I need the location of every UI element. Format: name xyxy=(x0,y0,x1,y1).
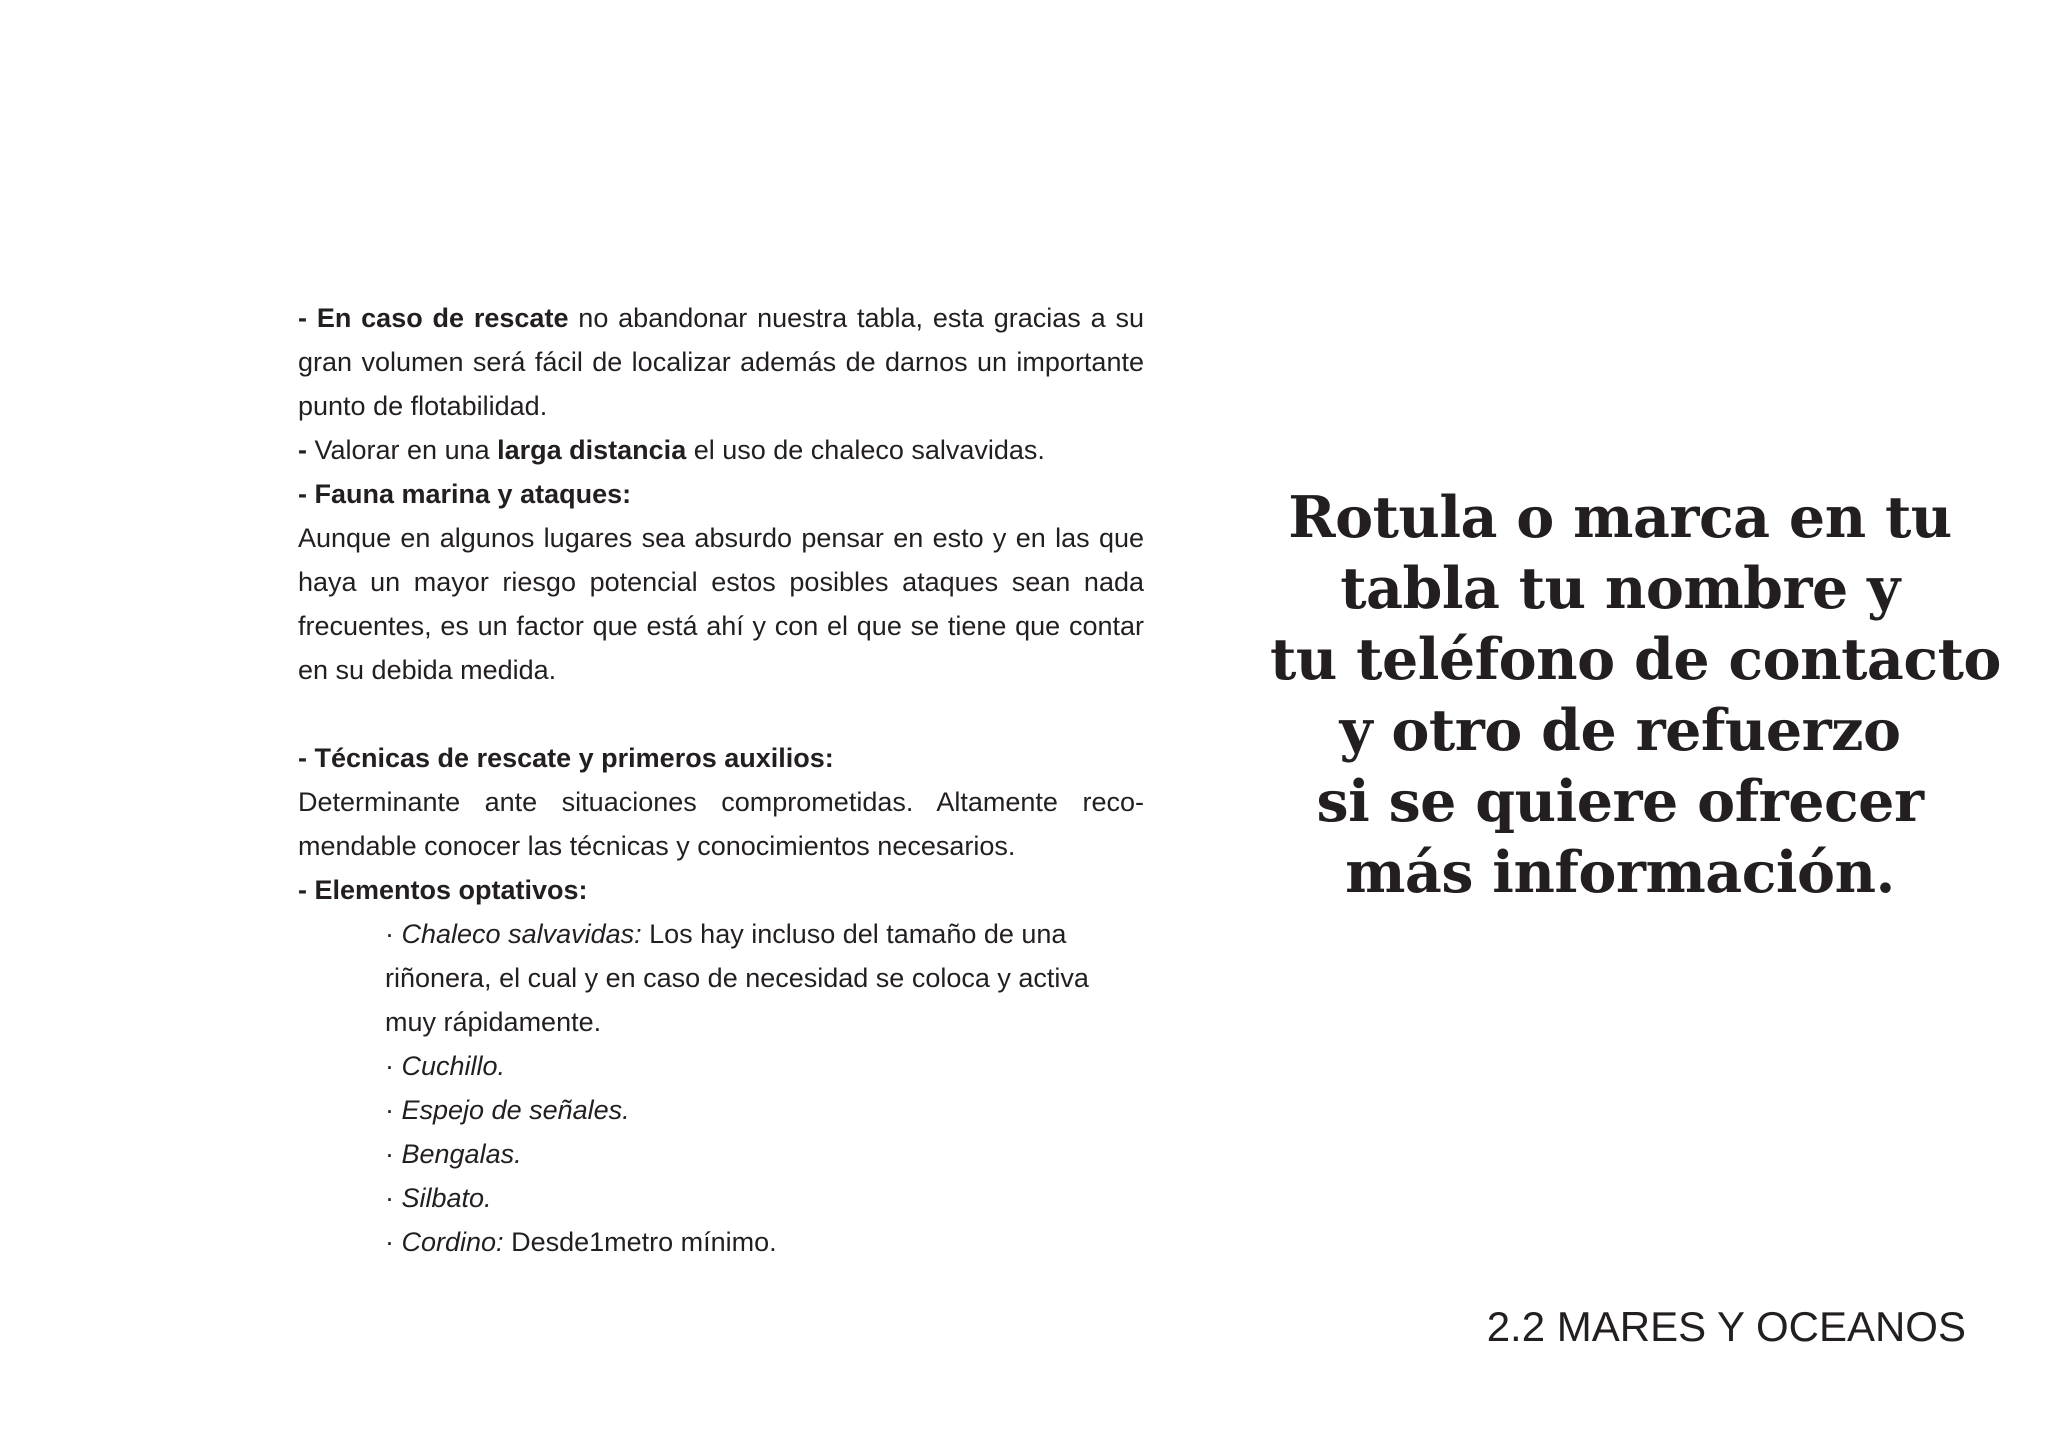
fauna-heading: - Fauna marina y ataques: xyxy=(298,479,632,509)
bullet: · xyxy=(385,1227,402,1257)
callout-line: tu teléfono de contacto xyxy=(1270,626,2001,693)
bullet: · xyxy=(385,919,402,949)
callout-line: y otro de refuerzo xyxy=(1339,697,1901,764)
bullet: · xyxy=(385,1095,402,1125)
item-name: Cordino: xyxy=(401,1227,504,1257)
distance-text-before: Valorar en una xyxy=(314,435,498,465)
techniques-heading: - Técnicas de rescate y primeros auxilios: xyxy=(298,743,834,773)
list-item xyxy=(385,1132,1125,1176)
item-text: Los hay incluso del tamaño de una riñonera, el cual y en caso de necesidad se coloca y activa muy rápidamente. xyxy=(385,919,1089,1037)
optional-items-list xyxy=(298,912,1125,1264)
bullet: · xyxy=(385,1139,402,1169)
distance-prefix: - xyxy=(298,435,315,465)
item-name: Cuchillo. xyxy=(401,1051,506,1081)
list-item xyxy=(385,1220,1125,1264)
list-item xyxy=(385,1176,1125,1220)
callout-line: tabla tu nombre y xyxy=(1340,555,1900,622)
list-item xyxy=(385,912,1125,1044)
list-item xyxy=(385,1044,1125,1088)
distance-paragraph xyxy=(298,428,1144,472)
callout-line: más información. xyxy=(1345,839,1895,906)
optional-heading: - Elementos optativos: xyxy=(298,875,588,905)
paragraph-gap xyxy=(298,692,1144,736)
techniques-paragraph: Determinante ante situaciones comprometidas. Altamente reco-mendable conocer las técnicas y conocimientos necesarios. xyxy=(298,787,1144,861)
item-name: Silbato. xyxy=(401,1183,492,1213)
fauna-paragraph: Aunque en algunos lugares sea absurdo pensar en esto y en las que haya un mayor riesgo potencial estos posibles ataques sean nada frecuentes, es un factor que está ahí y con el que se tiene que contar en su debida medida. xyxy=(298,523,1144,685)
item-name: Espejo de señales. xyxy=(401,1095,630,1125)
item-name: Chaleco salvavidas: xyxy=(401,919,642,949)
rescue-paragraph xyxy=(298,296,1144,428)
callout-line: Rotula o marca en tu xyxy=(1288,484,1952,551)
rescue-text: no abandonar nuestra tabla, esta gracias a su gran volumen será fácil de localizar además de darnos un importante punto de flotabilidad. xyxy=(298,303,1144,421)
callout-line: si se quiere ofrecer xyxy=(1316,768,1924,835)
rescue-bold-term: En caso de rescate xyxy=(316,303,569,333)
section-label: 2.2 MARES Y OCEANOS xyxy=(1486,1303,1966,1350)
callout-heading xyxy=(1270,482,2001,908)
list-item xyxy=(385,1088,1125,1132)
bullet: · xyxy=(385,1183,402,1213)
item-text: Desde1metro mínimo. xyxy=(503,1227,777,1257)
bullet: · xyxy=(385,1051,402,1081)
distance-bold-term: larga distancia xyxy=(497,435,687,465)
distance-text-after: el uso de chaleco salvavidas. xyxy=(686,435,1045,465)
body-text-column xyxy=(298,296,1144,1264)
item-name: Bengalas. xyxy=(401,1139,522,1169)
rescue-prefix: - xyxy=(298,303,317,333)
